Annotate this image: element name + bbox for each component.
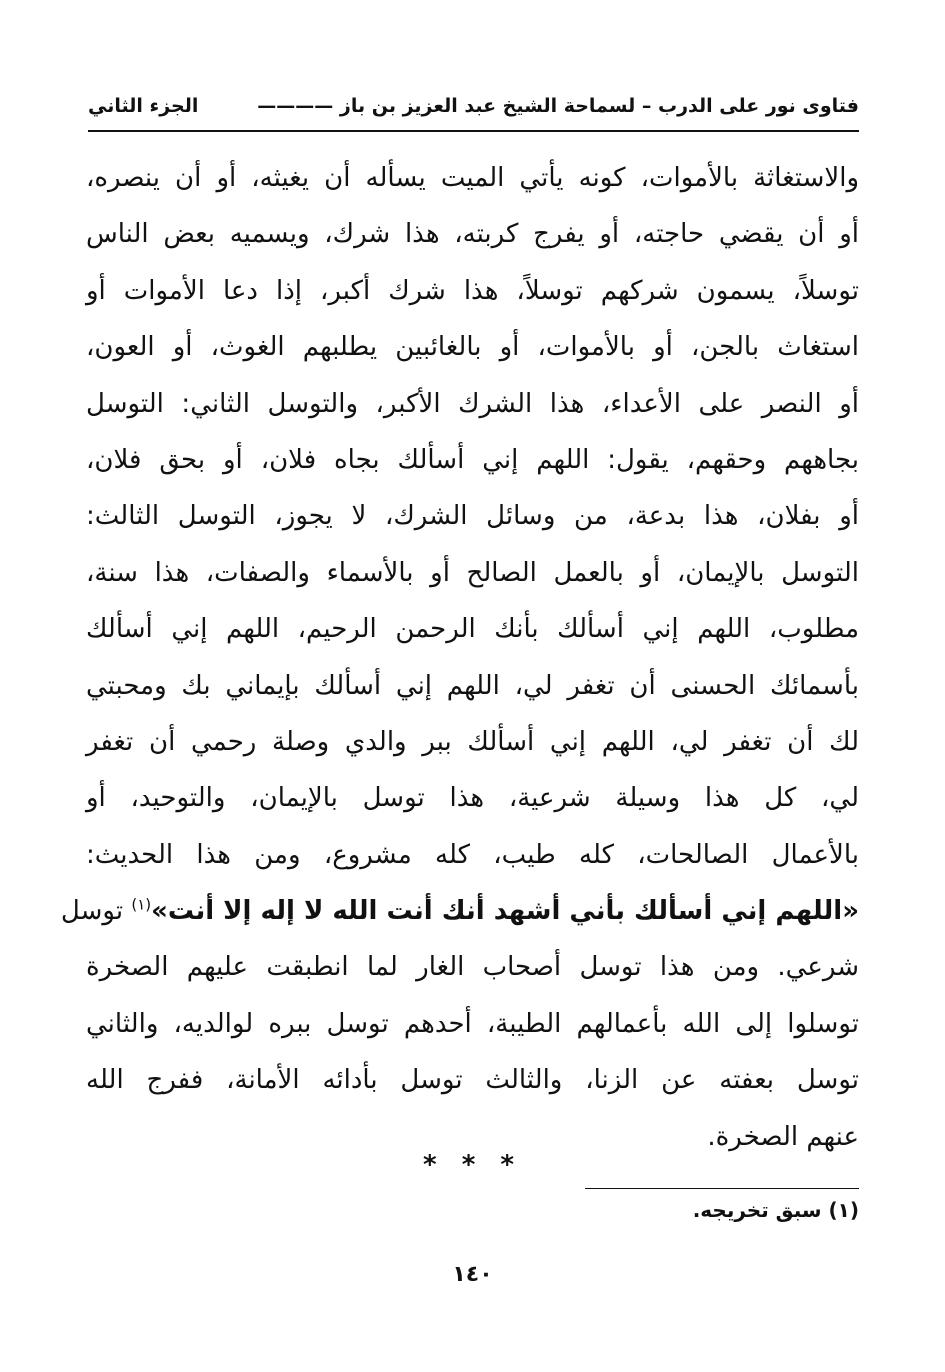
section-separator: * * *: [423, 1150, 522, 1180]
text-line: توسلاً، يسمون شركهم توسلاً، هذا شرك أكبر، إذا دعا الأموات أو: [86, 275, 859, 306]
text-line: لي، كل هذا وسيلة شرعية، هذا توسل بالإيمان، والتوحيد، أو: [86, 783, 859, 814]
text-line: أو أن يقضي حاجته، أو يفرج كربته، هذا شرك، ويسميه بعض الناس: [86, 219, 859, 250]
text-line: عنهم الصخرة.: [707, 1121, 859, 1152]
footnote-marker: (١): [131, 895, 152, 914]
text-line: بالأعمال الصالحات، كله طيب، كله مشروع، ومن هذا الحديث:: [86, 839, 859, 870]
hadith-line: [60, 883, 859, 939]
text-line: بجاههم وحقهم، يقول: اللهم إني أسألك بجاه فلان، أو بحق فلان،: [86, 444, 859, 475]
text-line: أو بفلان، هذا بدعة، من وسائل الشرك، لا يجوز، التوسل الثالث:: [86, 501, 859, 532]
text-line: مطلوب، اللهم إني أسألك بأنك الرحمن الرحيم، اللهم إني أسألك: [86, 614, 859, 645]
header-title: فتاوى نور على الدرب – لسماحة الشيخ عبد العزيز بن باز ————: [257, 95, 859, 117]
hadith-after: توسل: [60, 896, 132, 927]
header-divider: [88, 130, 859, 132]
footnote: (١) سبق تخريجه.: [692, 1198, 859, 1222]
text-line: والاستغاثة بالأموات، كونه يأتي الميت يسأله أن يغيثه، أو أن ينصره،: [86, 163, 859, 193]
header-part: الجزء الثاني: [88, 95, 199, 117]
hadith-quote: «اللهم إني أسألك بأني أشهد أنك أنت الله لا إله إلا أنت»: [151, 896, 859, 927]
text-line: توسلوا إلى الله بأعمالهم الطيبة، أحدهم توسل ببره لوالديه، والثاني: [86, 1008, 859, 1039]
page-number: ١٤٠: [452, 1262, 493, 1287]
text-line: استغاث بالجن، أو بالأموات، أو بالغائبين يطلبهم الغوث، أو العون،: [86, 332, 859, 363]
text-line: توسل بعفته عن الزنا، والثالث توسل بأدائه الأمانة، ففرج الله: [86, 1065, 859, 1096]
text-line: بأسمائك الحسنى أن تغفر لي، اللهم إني أسألك بإيماني بك ومحبتي: [86, 670, 859, 701]
footnote-divider: [585, 1188, 859, 1189]
text-line: التوسل بالإيمان، أو بالعمل الصالح أو بالأسماء والصفات، هذا سنة،: [86, 557, 859, 588]
text-line: لك أن تغفر لي، اللهم إني أسألك ببر والدي وصلة رحمي أن تغفر: [86, 726, 859, 757]
body-text: [60, 150, 859, 1165]
text-line: شرعي. ومن هذا توسل أصحاب الغار لما انطبقت عليهم الصخرة: [86, 952, 859, 983]
page-header: [88, 86, 859, 126]
text-line: أو النصر على الأعداء، هذا الشرك الأكبر، والتوسل الثاني: التوسل: [86, 388, 859, 419]
